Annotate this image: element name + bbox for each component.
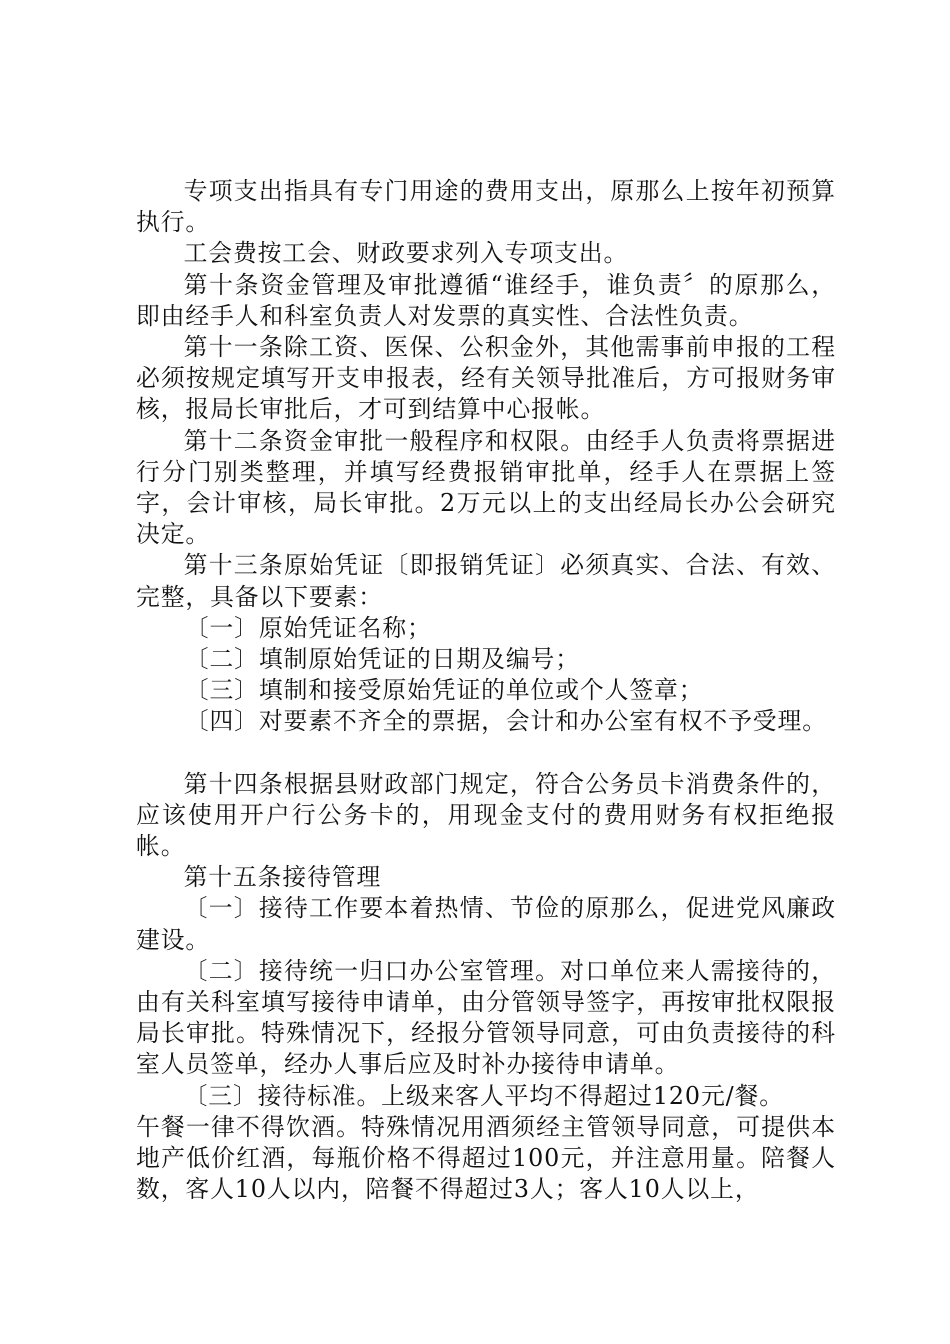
paragraph-reception-management: 〔二〕接待统一归口办公室管理。对口单位来人需接待的，由有关科室填写接待申请单，由分管领导签字，再按审批权限报局长审批。特殊情况下，经报分管领导同意，可由负责接待的科室人员签单，经办人事后应及时补办接待申请单。 [136,956,836,1079]
list-item-2: 〔二〕填制原始凭证的日期及编号； [184,645,580,674]
paragraph-article-13: 第十三条原始凭证〔即报销凭证〕必须真实、合法、有效、完整，具备以下要素： [136,551,836,611]
list-item-4: 〔四〕对要素不齐全的票据，会计和办公室有权不予受理。 [184,707,827,736]
paragraph-reception-standard: 〔三〕接待标准。上级来客人平均不得超过120元/餐。 [183,1081,784,1110]
list-item-1: 〔一〕原始凭证名称； [184,613,432,642]
paragraph-article-12: 第十二条资金审批一般程序和权限。由经手人负责将票据进行分门别类整理，并填写经费报销审批单，经手人在票据上签字，会计审核，局长审批。2万元以上的支出经局长办公会研究决定。 [136,426,836,549]
paragraph-union-fees: 工会费按工会、财政要求列入专项支出。 [183,239,629,268]
paragraph-article-14: 第十四条根据县财政部门规定，符合公务员卡消费条件的，应该使用开户行公务卡的，用现金支付的费用财务有权拒绝报帐。 [136,769,836,861]
paragraph-special-expenditure: 专项支出指具有专门用途的费用支出，原那么上按年初预算执行。 [136,177,836,237]
paragraph-article-10: 第十条资金管理及审批遵循“谁经手，谁负责〞的原那么，即由经手人和科室负责人对发票的真实性、合法性负责。 [136,270,836,330]
paragraph-gap [136,738,836,769]
paragraph-lunch-rules: 午餐一律不得饮酒。特殊情况用酒须经主管领导同意，可提供本地产低价红酒，每瓶价格不得超过100元，并注意用量。陪餐人数，客人10人以内，陪餐不得超过3人；客人10人以上， [136,1112,836,1204]
paragraph-article-15: 第十五条接待管理 [183,863,382,892]
paragraph-reception-principle: 〔一〕接待工作要本着热情、节俭的原那么，促进党风廉政建设。 [136,894,836,954]
paragraph-article-11: 第十一条除工资、医保、公积金外，其他需事前申报的工程必须按规定填写开支申报表，经有关领导批准后，方可报财务审核，报局长审批后，才可到结算中心报帐。 [136,333,836,424]
document-body [136,176,836,1206]
list-item-3: 〔三〕填制和接受原始凭证的单位或个人签章； [184,676,704,705]
